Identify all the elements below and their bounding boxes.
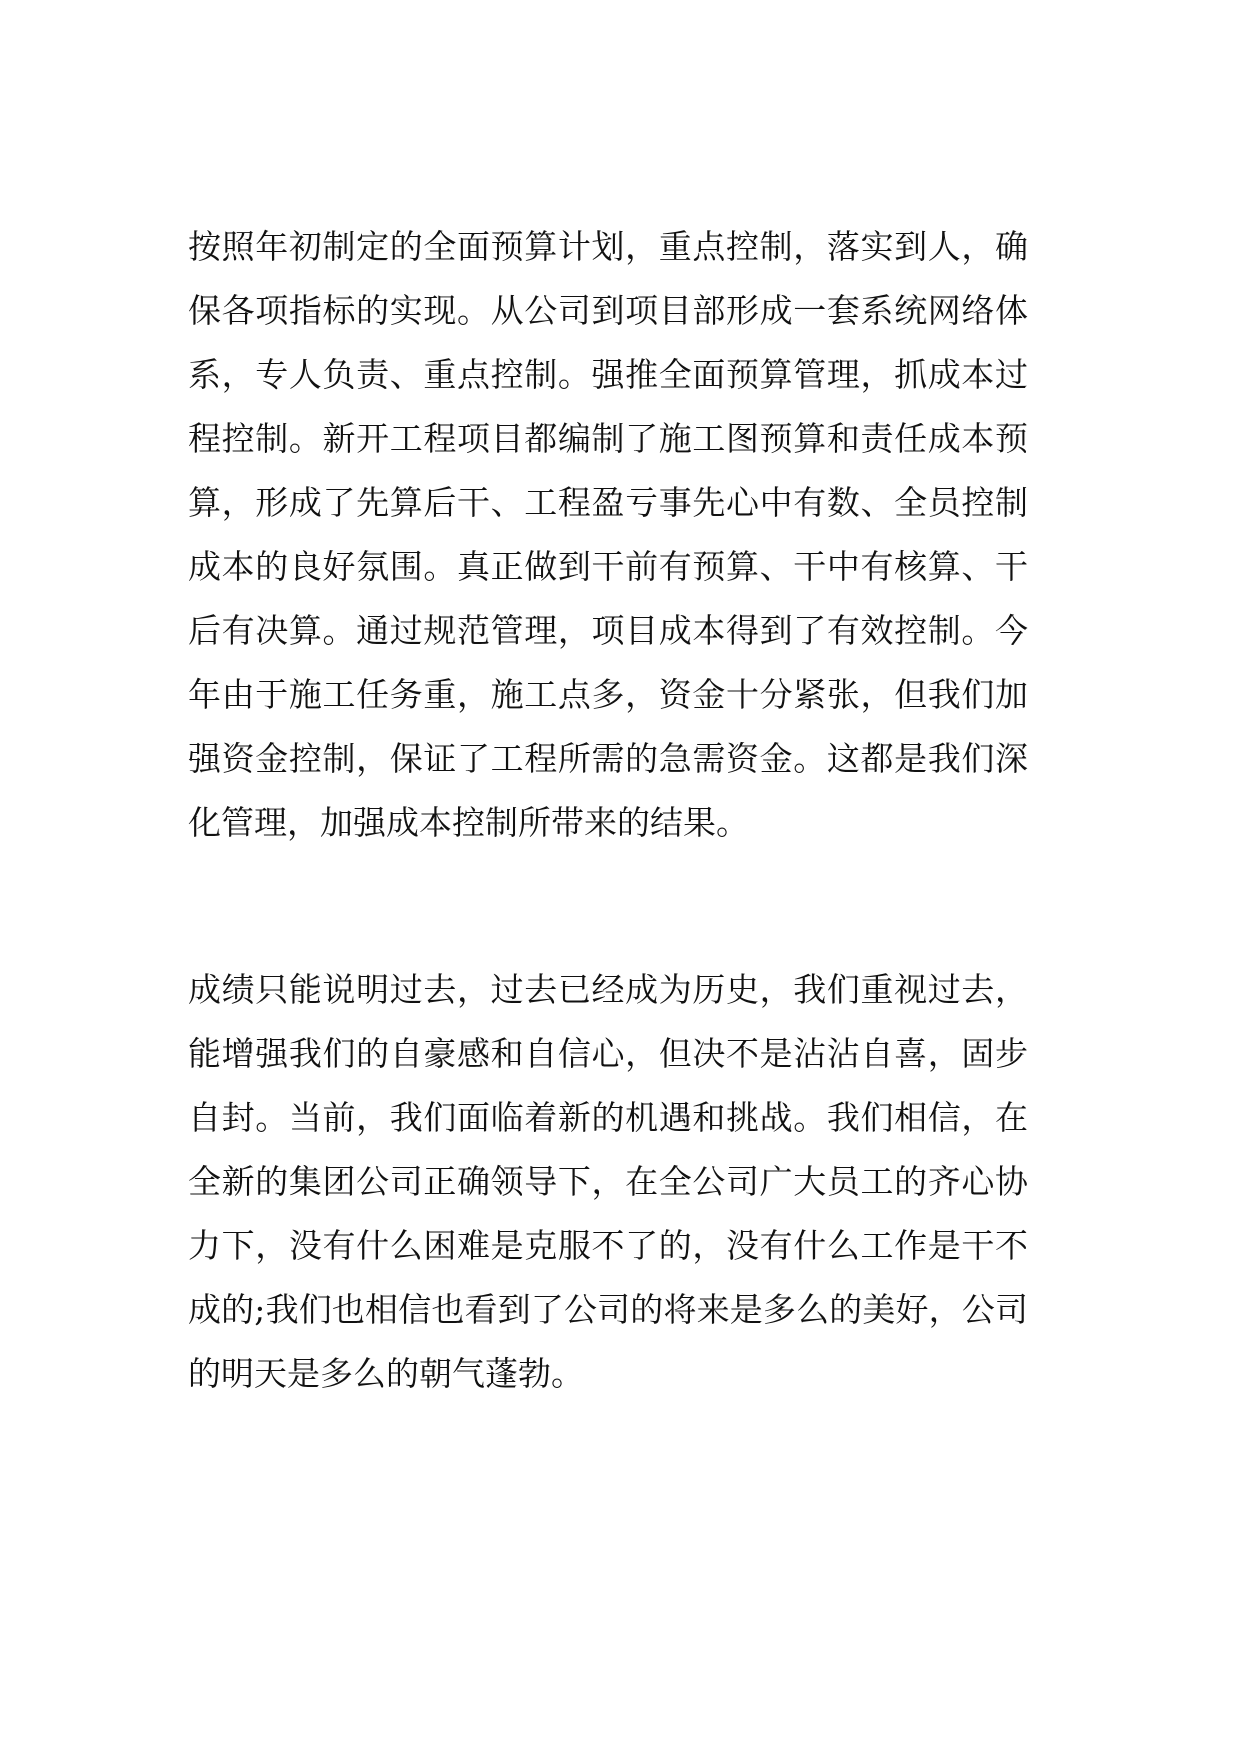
paragraph-line: 力下，没有什么困难是克服不了的，没有什么工作是干不 (188, 1226, 1028, 1265)
paragraph-line: 成的;我们也相信也看到了公司的将来是多么的美好，公司 (188, 1290, 1028, 1329)
paragraph-line: 系，专人负责、重点控制。强推全面预算管理，抓成本过 (188, 355, 1028, 394)
paragraph-line: 强资金控制，保证了工程所需的急需资金。这都是我们深 (188, 739, 1028, 778)
paragraph-line: 全新的集团公司正确领导下，在全公司广大员工的齐心协 (188, 1162, 1028, 1201)
paragraph-line: 成绩只能说明过去，过去已经成为历史，我们重视过去， (188, 970, 1028, 1009)
paragraph-line: 化管理，加强成本控制所带来的结果。 (188, 803, 749, 842)
paragraph-line: 按照年初制定的全面预算计划，重点控制，落实到人，确 (188, 227, 1028, 266)
paragraph-line: 自封。当前，我们面临着新的机遇和挑战。我们相信，在 (188, 1098, 1028, 1137)
paragraph-line: 程控制。新开工程项目都编制了施工图预算和责任成本预 (188, 419, 1028, 458)
paragraph-1 (188, 215, 1028, 855)
paragraph-line: 的明天是多么的朝气蓬勃。 (188, 1354, 584, 1393)
paragraph-line: 后有决算。通过规范管理，项目成本得到了有效控制。今 (188, 611, 1028, 650)
paragraph-line: 年由于施工任务重，施工点多，资金十分紧张，但我们加 (188, 675, 1028, 714)
paragraph-line: 保各项指标的实现。从公司到项目部形成一套系统网络体 (188, 291, 1028, 330)
paragraph-line: 能增强我们的自豪感和自信心，但决不是沾沾自喜，固步 (188, 1034, 1028, 1073)
paragraph-2 (188, 958, 1028, 1406)
paragraph-line: 成本的良好氛围。真正做到干前有预算、干中有核算、干 (188, 547, 1028, 586)
paragraph-line: 算，形成了先算后干、工程盈亏事先心中有数、全员控制 (188, 483, 1028, 522)
